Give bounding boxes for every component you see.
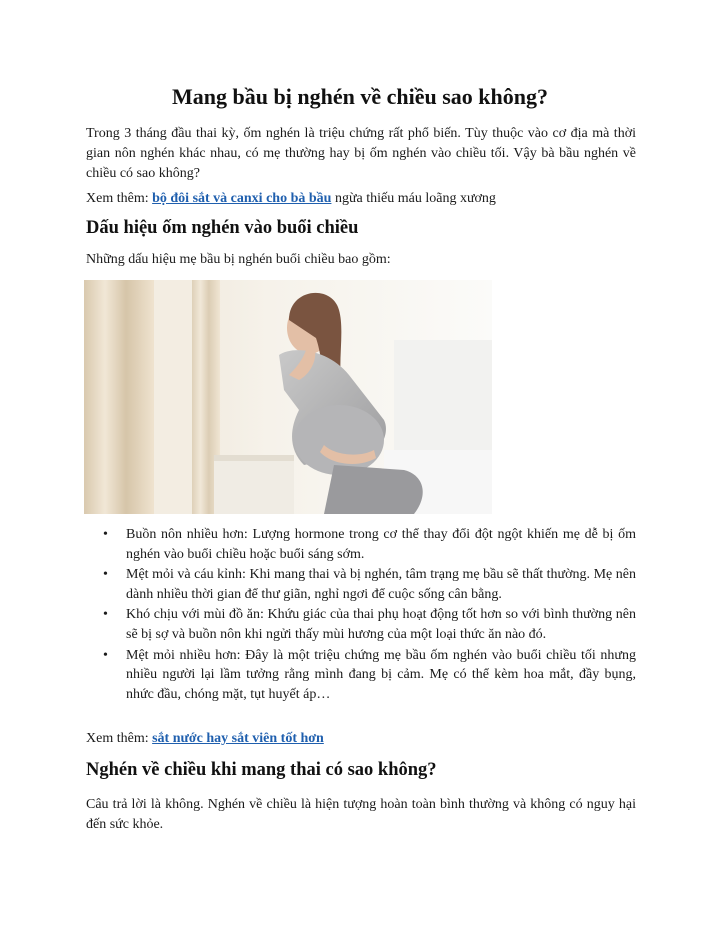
list-item-text: Mệt mỏi nhiều hơn: Đây là một triệu chứng mẹ bầu ốm nghén vào buổi chiều tối nhưng nhiều người lại lầm tưởng rằng mình đang bị cảm. Mẹ có thể kèm hoa mắt, đầy bụng, nhức đầu, chóng mặt, tụt huyết áp…: [126, 647, 636, 702]
see-more-paragraph-2: [86, 729, 636, 749]
list-item: [86, 565, 636, 604]
list-item: [86, 605, 636, 644]
answer-paragraph: Câu trả lời là không. Nghén về chiều là hiện tượng hoàn toàn bình thường và không có nguy hại đến sức khỏe.: [86, 797, 636, 832]
iron-calcium-link[interactable]: bộ đôi sắt và canxi cho bà bầu: [152, 191, 332, 206]
symptoms-lead: Những dấu hiệu mẹ bầu bị nghén buổi chiều bao gồm:: [86, 252, 391, 267]
page-title: Mang bầu bị nghén về chiều sao không?: [172, 84, 548, 109]
see-more-suffix: ngừa thiếu máu loãng xương: [331, 191, 496, 206]
symptom-list: [86, 525, 636, 705]
see-more-prefix: Xem thêm:: [86, 191, 153, 206]
bullet-icon: •: [103, 567, 108, 583]
pregnant-woman-photo: [84, 280, 492, 514]
list-item-text: Buồn nôn nhiều hơn: Lượng hormone trong cơ thể thay đổi đột ngột khiến mẹ dễ bị ốm nghén vào buổi chiều hoặc buổi sáng sớm.: [126, 527, 636, 562]
bullet-icon: •: [103, 527, 108, 542]
list-item-text: Khó chịu với mùi đồ ăn: Khứu giác của thai phụ hoạt động tốt hơn so với bình thường nên sẽ bị sợ và buồn nôn khi ngửi thấy mùi hương của một loại thức ăn nào đó.: [126, 607, 636, 642]
section-heading-symptoms: Dấu hiệu ốm nghén vào buổi chiều: [86, 218, 359, 238]
iron-supplement-link[interactable]: sắt nước hay sắt viên tốt hơn: [152, 731, 324, 746]
bullet-icon: •: [103, 647, 108, 663]
section-heading-afternoon-sickness: Nghén về chiều khi mang thai có sao không?: [86, 760, 437, 780]
see-more-prefix: Xem thêm:: [86, 731, 153, 746]
list-item: [86, 646, 636, 705]
intro-paragraph: Trong 3 tháng đầu thai kỳ, ốm nghén là triệu chứng rất phổ biến. Tùy thuộc vào cơ địa mà thời gian nôn nghén khác nhau, có mẹ thường hay bị ốm nghén vào chiều tối. Vậy bà bầu nghén về chiều có sao không?: [86, 126, 636, 181]
list-item-text: Mệt mỏi và cáu kỉnh: Khi mang thai và bị nghén, tâm trạng mẹ bầu sẽ thất thường. Mẹ nên dành nhiều thời gian để thư giãn, nghỉ ngơi để cuộc sống cân bằng.: [126, 567, 636, 602]
bullet-icon: •: [103, 607, 108, 623]
list-item: [86, 525, 636, 564]
see-more-paragraph-1: [86, 189, 636, 209]
